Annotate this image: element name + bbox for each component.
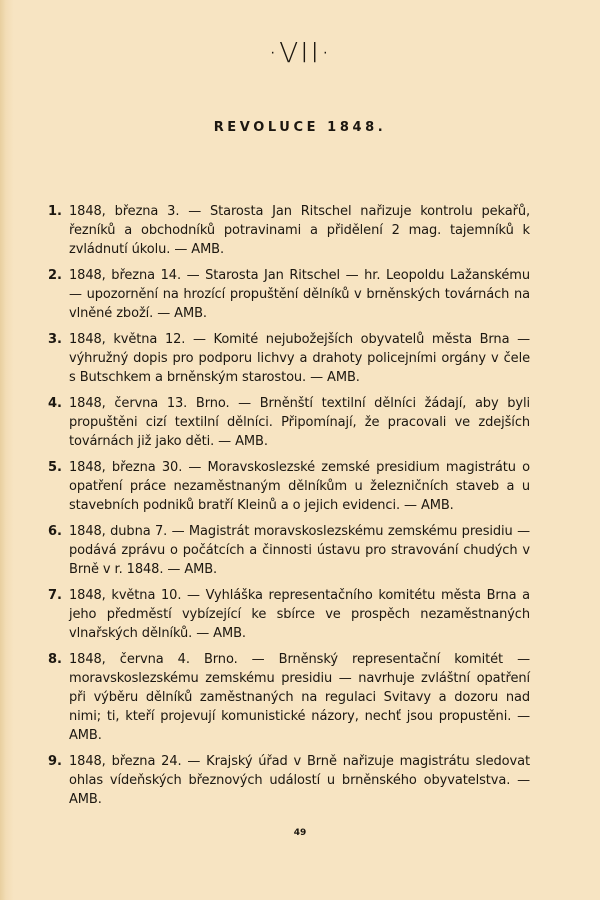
- entry-text: 1848, března 3. — Starosta Jan Ritschel nařizuje kontrolu pekařů, řezníků a obchodníků potravinami a přidělení 2 mag. tajemníků k zvládnutí úkolu. — AMB.: [69, 204, 530, 257]
- entry-1: [36, 202, 530, 259]
- entry-text: 1848, března 14. — Starosta Jan Ritschel — hr. Leopoldu Lažanskému — upozornění na hrozící propuštění dělníků v brněnských továrnách na vlněné zboží. — AMB.: [69, 268, 530, 321]
- entry-2: [36, 266, 530, 323]
- entry-7: [36, 586, 530, 643]
- entry-text: 1848, dubna 7. — Magistrát moravskoslezskému zemskému presidiu — podává zprávu o počátcích a činnosti ústavu pro stravování chudých v Brně v r. 1848. — AMB.: [69, 524, 530, 577]
- entry-number: 4.: [48, 396, 62, 411]
- entry-number: 3.: [48, 332, 62, 347]
- entry-number: 9.: [48, 754, 62, 769]
- chapter-title: REVOLUCE 1848.: [213, 120, 387, 135]
- entry-6: [36, 522, 530, 579]
- page-number: 49: [293, 828, 307, 838]
- entry-number: 8.: [48, 652, 62, 667]
- entry-number: 7.: [48, 588, 62, 603]
- document-entries-list: [36, 202, 530, 816]
- entry-text: 1848, března 30. — Moravskoslezské zemské presidium magistrátu o opatření práce nezaměstnaným dělníkům u železničních staveb a u stavebních podniků bratří Kleinů a o jejich evidenci. — AMB.: [69, 460, 530, 513]
- entry-number: 5.: [48, 460, 62, 475]
- entry-4: [36, 394, 530, 451]
- entry-number: 6.: [48, 524, 62, 539]
- entry-3: [36, 330, 530, 387]
- entry-9: [36, 752, 530, 809]
- entry-number: 1.: [48, 204, 62, 219]
- entry-text: 1848, května 10. — Vyhláška representačního komitétu města Brna a jeho předměstí vybízející ke sbírce ve prospěch nezaměstnaných vlnařských dělníků. — AMB.: [69, 588, 530, 641]
- entry-text: 1848, června 13. Brno. — Brněnští textilní dělníci žádají, aby byli propuštěni cizí textilní dělníci. Připomínají, že pracovali ve zdejších továrnách již jako děti. — AMB.: [69, 396, 530, 449]
- entry-text: 1848, května 12. — Komité nejubožejších obyvatelů města Brna — výhružný dopis pro podporu lichvy a drahoty policejními orgány v čele s Butschkem a brněnským starostou. — AMB.: [69, 332, 530, 385]
- entry-number: 2.: [48, 268, 62, 283]
- entry-text: 1848, června 4. Brno. — Brněnský representační komitét — moravskoslezskému zemskému presidiu — navrhuje zvláštní opatření při výběru dělníků zaměstnaných na regulaci Svitavy a dozoru nad nimi; ti, kteří projevují komunistické názory, nechť jsou propustěni. — AMB.: [69, 652, 530, 743]
- entry-5: [36, 458, 530, 515]
- entry-text: 1848, března 24. — Krajský úřad v Brně nařizuje magistrátu sledovat ohlas vídeňských březnových událostí u brněnského obyvatelstva. — AMB.: [69, 754, 530, 807]
- chapter-numeral: ·VII·: [268, 36, 332, 69]
- entry-8: [36, 650, 530, 745]
